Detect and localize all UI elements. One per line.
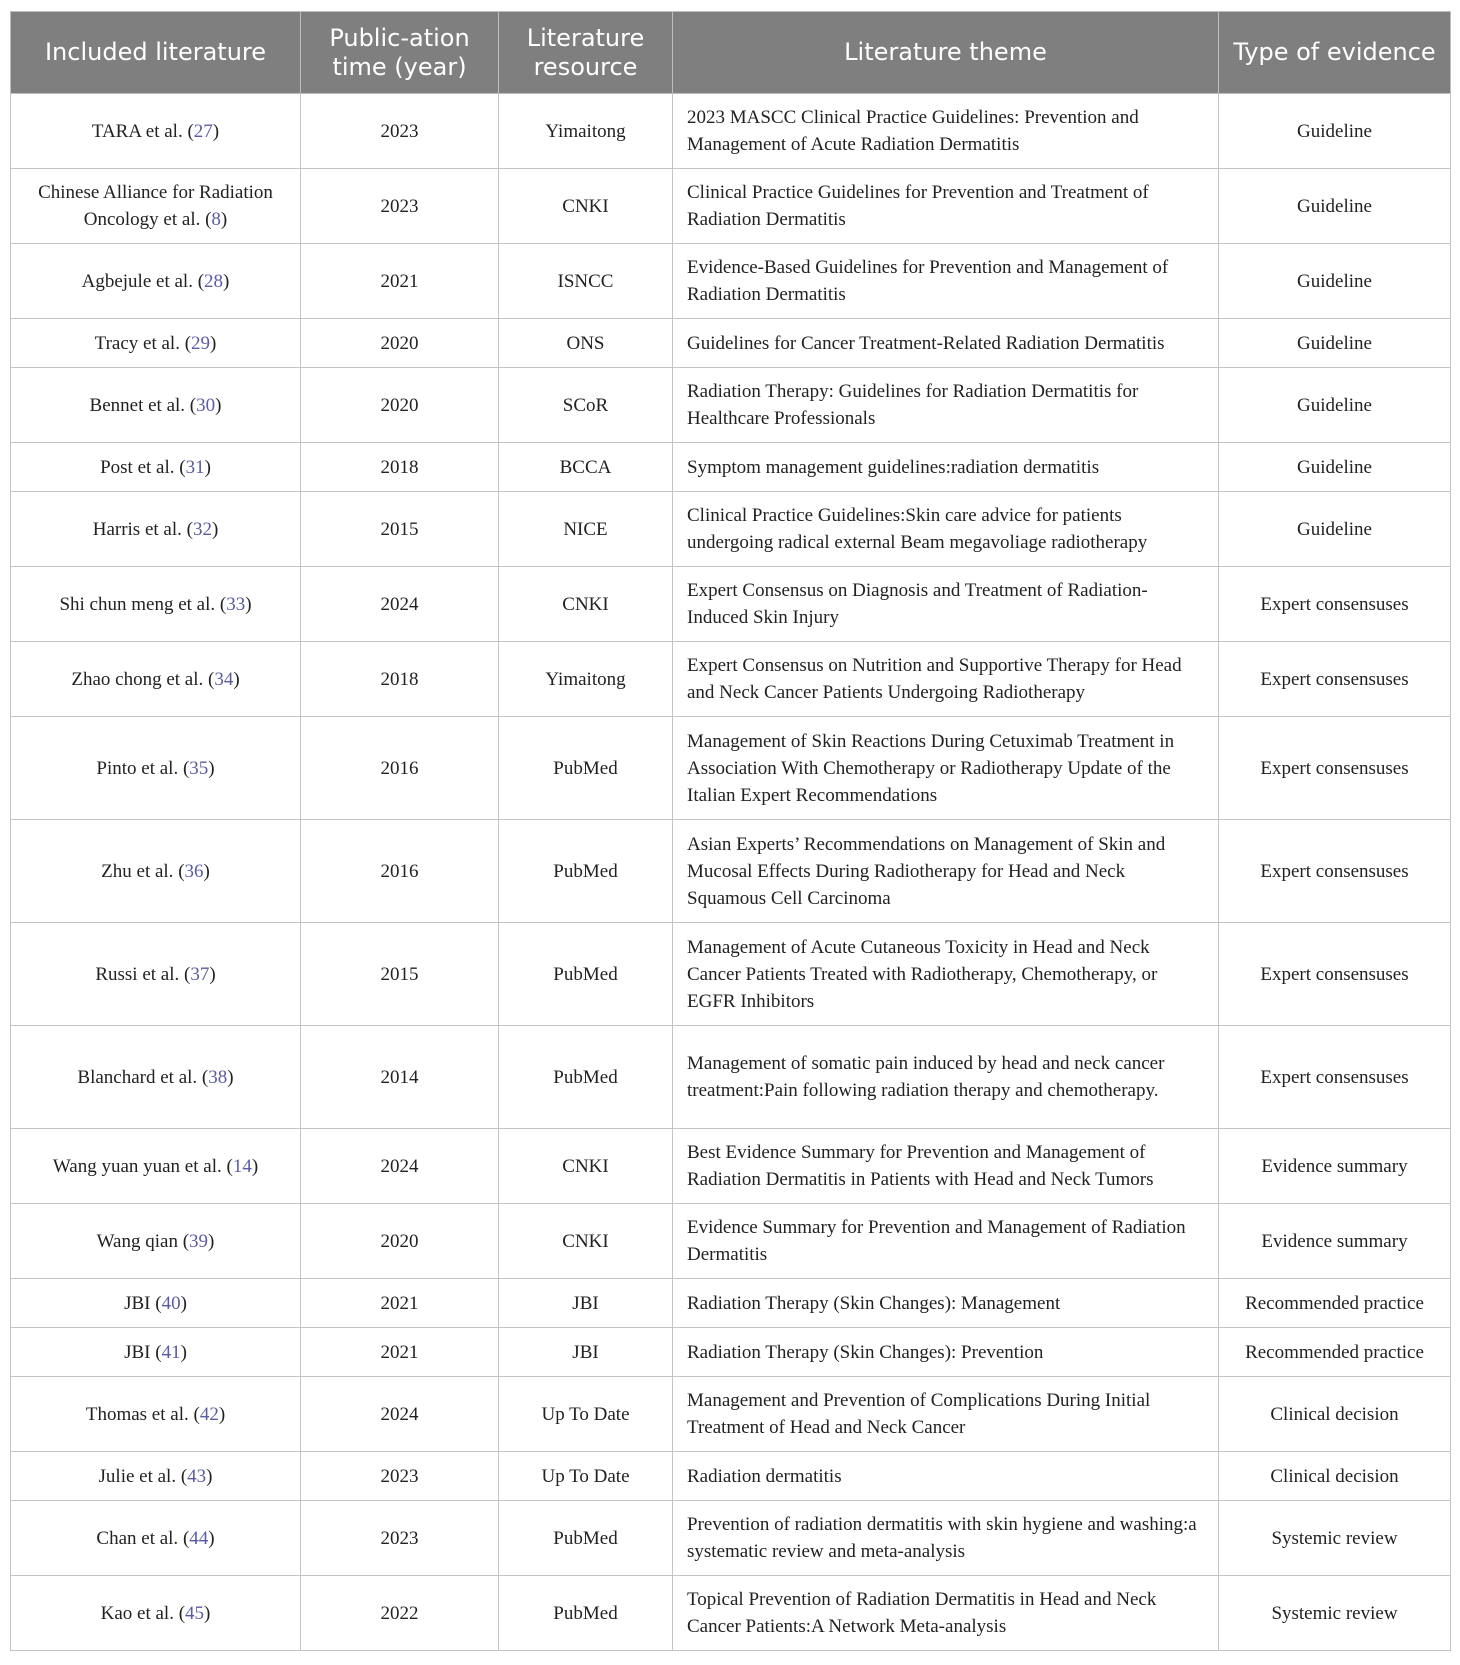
reference-link[interactable]: 34 [214, 668, 234, 690]
cell-literature-resource: JBI [499, 1279, 673, 1328]
cell-included-literature: Tracy et al. (29) [11, 319, 301, 368]
cell-publication-year: 2020 [301, 319, 499, 368]
cell-literature-theme: Topical Prevention of Radiation Dermatitis in Head and Neck Cancer Patients:A Network Meta-analysis [673, 1576, 1219, 1651]
cell-included-literature: Post et al. (31) [11, 443, 301, 492]
cell-publication-year: 2023 [301, 169, 499, 244]
cell-evidence-type: Expert consensuses [1219, 1026, 1451, 1129]
reference-link[interactable]: 8 [211, 209, 221, 230]
author-name: Chinese Alliance for Radiation Oncology et al. [38, 182, 273, 230]
cell-literature-theme: Management of Acute Cutaneous Toxicity in Head and Neck Cancer Patients Treated with Radiotherapy, Chemotherapy, or EGFR Inhibitors [673, 923, 1219, 1026]
author-name: Wang yuan yuan et al. [52, 1155, 222, 1177]
author-name: JBI [124, 1292, 151, 1314]
table-row [11, 492, 1451, 567]
cell-evidence-type: Guideline [1219, 169, 1451, 244]
cell-included-literature: Bennet et al. (30) [11, 368, 301, 443]
cell-literature-resource: Yimaitong [499, 642, 673, 717]
cell-publication-year: 2024 [301, 1377, 499, 1452]
author-name: Bennet et al. [89, 394, 186, 416]
cell-publication-year: 2016 [301, 717, 499, 820]
cell-literature-theme: Radiation Therapy (Skin Changes): Management [673, 1279, 1219, 1328]
reference-link[interactable]: 40 [161, 1292, 181, 1314]
cell-literature-resource: PubMed [499, 717, 673, 820]
cell-included-literature: Blanchard et al. (38) [11, 1026, 301, 1129]
cell-publication-year: 2023 [301, 94, 499, 169]
reference-link[interactable]: 42 [199, 1403, 219, 1425]
cell-included-literature: TARA et al. (27) [11, 94, 301, 169]
cell-literature-theme: Asian Experts’ Recommendations on Management of Skin and Mucosal Effects During Radiotherapy for Head and Neck Squamous Cell Carcinoma [673, 820, 1219, 923]
reference-link[interactable]: 38 [208, 1066, 228, 1088]
header-publication-time-line2: time (year) [332, 52, 467, 81]
cell-literature-theme: Prevention of radiation dermatitis with skin hygiene and washing:a systematic review and meta-analysis [673, 1501, 1219, 1576]
table-row [11, 1129, 1451, 1204]
cell-literature-theme: Radiation dermatitis [673, 1452, 1219, 1501]
cell-evidence-type: Expert consensuses [1219, 717, 1451, 820]
cell-literature-resource: CNKI [499, 1204, 673, 1279]
cell-included-literature: Harris et al. (32) [11, 492, 301, 567]
author-name: Tracy et al. [94, 332, 180, 354]
cell-evidence-type: Evidence summary [1219, 1204, 1451, 1279]
cell-evidence-type: Evidence summary [1219, 1129, 1451, 1204]
author-name: Julie et al. [98, 1465, 177, 1487]
table-row [11, 923, 1451, 1026]
cell-literature-resource: BCCA [499, 443, 673, 492]
cell-literature-theme: Evidence Summary for Prevention and Management of Radiation Dermatitis [673, 1204, 1219, 1279]
reference-link[interactable]: 41 [161, 1341, 181, 1363]
table-row [11, 1501, 1451, 1576]
cell-publication-year: 2024 [301, 1129, 499, 1204]
cell-publication-year: 2021 [301, 1279, 499, 1328]
cell-literature-resource: PubMed [499, 1501, 673, 1576]
cell-publication-year: 2014 [301, 1026, 499, 1129]
author-name: Russi et al. [95, 963, 180, 985]
cell-literature-theme: Management and Prevention of Complications During Initial Treatment of Head and Neck Cancer [673, 1377, 1219, 1452]
table-row [11, 1204, 1451, 1279]
table-row [11, 717, 1451, 820]
reference-link[interactable]: 39 [189, 1230, 209, 1252]
cell-evidence-type: Clinical decision [1219, 1377, 1451, 1452]
cell-evidence-type: Recommended practice [1219, 1279, 1451, 1328]
cell-publication-year: 2021 [301, 1328, 499, 1377]
table-body [11, 94, 1451, 1651]
cell-evidence-type: Guideline [1219, 94, 1451, 169]
author-name: Agbejule et al. [81, 270, 193, 292]
table-row [11, 169, 1451, 244]
author-name: Zhu et al. [101, 860, 174, 882]
table-row [11, 1452, 1451, 1501]
header-literature-resource-line2: resource [533, 52, 638, 81]
author-name: Pinto et al. [96, 757, 179, 779]
cell-literature-theme: Radiation Therapy: Guidelines for Radiation Dermatitis for Healthcare Professionals [673, 368, 1219, 443]
cell-literature-resource: JBI [499, 1328, 673, 1377]
cell-evidence-type: Guideline [1219, 244, 1451, 319]
reference-link[interactable]: 45 [185, 1602, 205, 1624]
cell-included-literature: Russi et al. (37) [11, 923, 301, 1026]
cell-literature-resource: PubMed [499, 923, 673, 1026]
table-row [11, 1279, 1451, 1328]
cell-evidence-type: Clinical decision [1219, 1452, 1451, 1501]
cell-included-literature: Agbejule et al. (28) [11, 244, 301, 319]
reference-link[interactable]: 29 [191, 332, 211, 354]
header-literature-resource-line1: Literature [526, 23, 645, 52]
table-row [11, 642, 1451, 717]
cell-literature-resource: CNKI [499, 1129, 673, 1204]
cell-evidence-type: Systemic review [1219, 1576, 1451, 1651]
cell-evidence-type: Recommended practice [1219, 1328, 1451, 1377]
cell-literature-resource: ISNCC [499, 244, 673, 319]
cell-included-literature: Thomas et al. (42) [11, 1377, 301, 1452]
reference-link[interactable]: 30 [196, 394, 216, 416]
cell-included-literature: JBI (40) [11, 1279, 301, 1328]
author-name: Chan et al. [96, 1527, 179, 1549]
cell-evidence-type: Guideline [1219, 492, 1451, 567]
cell-publication-year: 2024 [301, 567, 499, 642]
header-type-of-evidence: Type of evidence [1219, 12, 1451, 94]
cell-publication-year: 2015 [301, 492, 499, 567]
author-name: Post et al. [100, 456, 175, 478]
cell-literature-theme: Guidelines for Cancer Treatment-Related Radiation Dermatitis [673, 319, 1219, 368]
cell-literature-theme: Expert Consensus on Diagnosis and Treatment of Radiation-Induced Skin Injury [673, 567, 1219, 642]
author-name: Harris et al. [92, 518, 182, 540]
reference-link[interactable]: 27 [193, 120, 213, 142]
header-publication-time [301, 12, 499, 94]
cell-publication-year: 2023 [301, 1501, 499, 1576]
literature-table [10, 11, 1451, 1651]
author-name: Kao et al. [100, 1602, 174, 1624]
cell-literature-theme: Clinical Practice Guidelines:Skin care advice for patients undergoing radical external Beam megavoliage radiotherapy [673, 492, 1219, 567]
header-row [11, 12, 1451, 94]
table-row [11, 368, 1451, 443]
table-row [11, 319, 1451, 368]
cell-literature-resource: Yimaitong [499, 94, 673, 169]
cell-literature-theme: Management of Skin Reactions During Cetuximab Treatment in Association With Chemotherapy or Radiotherapy Update of the Italian Expert Recommendations [673, 717, 1219, 820]
reference-link[interactable]: 14 [232, 1155, 252, 1177]
table-header [11, 12, 1451, 94]
reference-link[interactable]: 31 [185, 456, 205, 478]
cell-evidence-type: Expert consensuses [1219, 567, 1451, 642]
cell-publication-year: 2020 [301, 368, 499, 443]
cell-included-literature: Chan et al. (44) [11, 1501, 301, 1576]
cell-included-literature: Shi chun meng et al. (33) [11, 567, 301, 642]
table-row [11, 443, 1451, 492]
cell-evidence-type: Guideline [1219, 443, 1451, 492]
cell-literature-resource: PubMed [499, 1026, 673, 1129]
cell-literature-theme: Best Evidence Summary for Prevention and Management of Radiation Dermatitis in Patients with Head and Neck Tumors [673, 1129, 1219, 1204]
cell-literature-theme: Evidence-Based Guidelines for Prevention and Management of Radiation Dermatitis [673, 244, 1219, 319]
cell-evidence-type: Systemic review [1219, 1501, 1451, 1576]
cell-included-literature: JBI (41) [11, 1328, 301, 1377]
cell-literature-theme: Management of somatic pain induced by head and neck cancer treatment:Pain following radiation therapy and chemotherapy. [673, 1026, 1219, 1129]
cell-publication-year: 2022 [301, 1576, 499, 1651]
header-publication-time-line1: Public-ation [329, 23, 470, 52]
reference-link[interactable]: 37 [190, 963, 210, 985]
cell-literature-theme: 2023 MASCC Clinical Practice Guidelines: Prevention and Management of Acute Radiation Dermatitis [673, 94, 1219, 169]
reference-link[interactable]: 44 [189, 1527, 209, 1549]
cell-included-literature: Julie et al. (43) [11, 1452, 301, 1501]
cell-literature-theme: Expert Consensus on Nutrition and Supportive Therapy for Head and Neck Cancer Patients Undergoing Radiotherapy [673, 642, 1219, 717]
reference-link[interactable]: 28 [204, 270, 224, 292]
cell-literature-theme: Radiation Therapy (Skin Changes): Prevention [673, 1328, 1219, 1377]
cell-included-literature: Pinto et al. (35) [11, 717, 301, 820]
table-row [11, 1328, 1451, 1377]
table-row [11, 1026, 1451, 1129]
header-literature-theme: Literature theme [673, 12, 1219, 94]
cell-literature-resource: PubMed [499, 820, 673, 923]
reference-link[interactable]: 35 [189, 757, 209, 779]
cell-publication-year: 2021 [301, 244, 499, 319]
header-literature-resource [499, 12, 673, 94]
cell-literature-resource: Up To Date [499, 1452, 673, 1501]
author-name: TARA et al. [91, 120, 183, 142]
cell-publication-year: 2023 [301, 1452, 499, 1501]
cell-included-literature: Zhu et al. (36) [11, 820, 301, 923]
table-row [11, 1377, 1451, 1452]
author-name: Thomas et al. [85, 1403, 189, 1425]
cell-literature-resource: ONS [499, 319, 673, 368]
cell-included-literature: Kao et al. (45) [11, 1576, 301, 1651]
cell-included-literature: Wang yuan yuan et al. (14) [11, 1129, 301, 1204]
cell-publication-year: 2018 [301, 443, 499, 492]
author-name: Wang qian [96, 1230, 178, 1252]
cell-literature-resource: PubMed [499, 1576, 673, 1651]
cell-publication-year: 2015 [301, 923, 499, 1026]
cell-publication-year: 2020 [301, 1204, 499, 1279]
reference-link[interactable]: 32 [192, 518, 212, 540]
author-name: Zhao chong et al. [71, 668, 204, 690]
cell-literature-resource: Up To Date [499, 1377, 673, 1452]
cell-publication-year: 2016 [301, 820, 499, 923]
table-row [11, 244, 1451, 319]
table-row [11, 820, 1451, 923]
cell-literature-resource: CNKI [499, 169, 673, 244]
table-row [11, 1576, 1451, 1651]
cell-evidence-type: Expert consensuses [1219, 642, 1451, 717]
reference-link[interactable]: 36 [184, 860, 204, 882]
author-name: Blanchard et al. [77, 1066, 198, 1088]
table-row [11, 567, 1451, 642]
cell-included-literature: Zhao chong et al. (34) [11, 642, 301, 717]
header-included-literature: Included literature [11, 12, 301, 94]
author-name: JBI [124, 1341, 151, 1363]
cell-evidence-type: Guideline [1219, 368, 1451, 443]
cell-included-literature: Wang qian (39) [11, 1204, 301, 1279]
cell-literature-theme: Symptom management guidelines:radiation dermatitis [673, 443, 1219, 492]
cell-literature-theme: Clinical Practice Guidelines for Prevention and Treatment of Radiation Dermatitis [673, 169, 1219, 244]
cell-evidence-type: Guideline [1219, 319, 1451, 368]
reference-link[interactable]: 43 [187, 1465, 207, 1487]
cell-included-literature: Chinese Alliance for Radiation Oncology et al. (8) [11, 169, 301, 244]
reference-link[interactable]: 33 [226, 593, 246, 615]
table-row [11, 94, 1451, 169]
cell-publication-year: 2018 [301, 642, 499, 717]
cell-evidence-type: Expert consensuses [1219, 923, 1451, 1026]
cell-literature-resource: NICE [499, 492, 673, 567]
cell-literature-resource: CNKI [499, 567, 673, 642]
cell-literature-resource: SCoR [499, 368, 673, 443]
cell-evidence-type: Expert consensuses [1219, 820, 1451, 923]
author-name: Shi chun meng et al. [59, 593, 216, 615]
